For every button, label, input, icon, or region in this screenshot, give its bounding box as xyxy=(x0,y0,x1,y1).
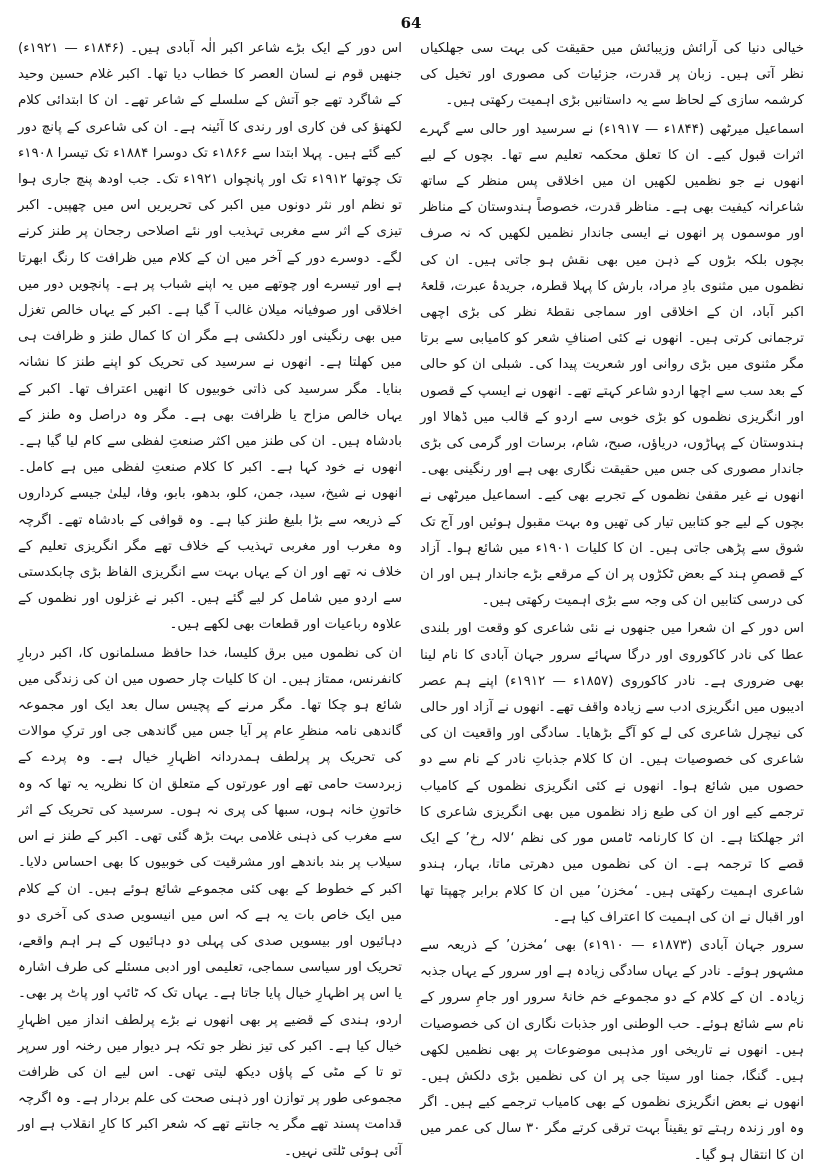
paragraph: اس دور کے ایک بڑے شاعر اکبر الٰہ آبادی ہیں۔ (۱۸۴۶ء — ۱۹۲۱ء) جنھیں قوم نے لسان العصر کا خطاب دیا تھا۔ اکبر غلام حسین وحید کے شاگرد تھے جو آتش کے سلسلے کے شاعر تھے۔ ان کا ابتدائی کلام لکھنؤ کی فن کاری اور رندی کا آئینہ ہے۔ ان کی شاعری کے پانچ دور کیے گئے ہیں۔ پہلا ابتدا سے ۱۸۶۶ء تک دوسرا ۱۸۸۴ء تک تیسرا ۱۹۰۸ء تک چوتھا ۱۹۱۲ء تک اور پانچواں ۱۹۲۱ء تک۔ جب اودھ پنچ جاری ہوا تو نظم اور نثر دونوں میں اکبر کی تحریریں اس میں چھپیں۔ اکبر تیزی کے اثر سے مغربی تہذیب اور نئے اصلاحی رجحان پر طنز کرنے لگے۔ دوسرے دور کے آخر میں ان کے کلام میں ظرافت کا رنگ ابھرتا ہے اور تیسرے اور چوتھے میں یہ اپنے شباب پر ہے۔ پانچویں دور میں اخلاقی اور صوفیانہ میلان غالب آ گیا ہے۔ اکبر کے یہاں خالص تغزل میں بھی رنگینی اور دلکشی ہے مگر ان کا کمال طنز و ظرافت ہی میں کھلتا ہے۔ انھوں نے سرسید کی تحریک کو اپنے طنز کا نشانہ بنایا۔ مگر سرسید کی ذاتی خوبیوں کا انھیں اعتراف تھا۔ اکبر کے یہاں خالص مزاح یا ظرافت بھی ہے۔ مگر وہ دراصل وہ طنز کے بادشاہ ہیں۔ ان کی طنز میں اکثر صنعتِ لفظی سے کام لیا گیا ہے۔ انھوں نے خود کہا ہے۔ اکبر کا کلام صنعتِ لفظی میں ہے کامل۔ انھوں نے شیخ، سید، جمن، کلو، بدھو، بابو، وفا، لیلیٰ جیسے کرداروں کے ذریعہ سے بڑا بلیغ طنز کیا ہے۔ وہ قوافی کے بادشاہ تھے۔ اگرچہ وہ مغرب اور مغربی تہذیب کے خلاف تھے مگر انگریزی تعلیم کے خلاف نہ تھے اور ان کے یہاں بہت سے انگریزی الفاظ بڑی چابکدستی سے اردو میں شامل کر لیے گئے ہیں۔ اکبر نے غزلوں اور نظموں کے علاوہ رباعیات اور قطعات بھی لکھے ہیں۔ xyxy=(18,41,402,633)
left-column xyxy=(18,36,402,1159)
paragraph: اسماعیل میرٹھی (۱۸۴۴ء — ۱۹۱۷ء) نے سرسید اور حالی سے گہرے اثرات قبول کیے۔ ان کا تعلق محکمہ تعلیم سے تھا۔ بچوں کے لیے انھوں نے جو نظمیں لکھیں ان میں اخلاقی پس منظر کے ساتھ شاعرانہ کیفیت بھی ہے۔ مناظر قدرت، خصوصاً ہندوستان کے مناظر اور موسموں پر انھوں نے ایسی جاندار نظمیں لکھیں کہ نہ صرف بچوں بلکہ بڑوں کے ذہن میں بھی نقش ہو جاتی ہیں۔ ان کی نظموں میں مثنوی بادِ مراد، بارش کا پہلا قطرہ، جریدۂ عبرت، قلعۂ اکبر آباد، ان کے اخلاقی اور سماجی نقطۂ نظر کی بڑی اچھی ترجمانی کرتی ہیں۔ انھوں نے کئی اصنافِ شعر کو کامیابی سے برتا مگر مثنوی میں بڑی روانی اور شعریت پیدا کی۔ شبلی ان کو حالی کے بعد سب سے اچھا اردو شاعر کہتے تھے۔ انھوں نے ایسپ کے قصوں اور انگریزی نظموں کو بڑی خوبی سے اردو کے قالب میں ڈھالا اور ہندوستان کے پہاڑوں، دریاؤں، صبح، شام، برسات اور گرمی کی بڑی جاندار مصوری کی جس میں حقیقت نگاری بھی ہے اور رنگینی بھی۔ انھوں نے غیر مقفیٰ نظموں کے تجربے بھی کیے۔ اسماعیل میرٹھی نے بچوں کے لیے جو کتابیں تیار کی تھیں وہ بہت مقبول ہوئیں اور آج تک شوق سے پڑھی جاتی ہیں۔ ان کا کلیات ۱۹۰۱ء میں شائع ہوا۔ آزاد کے قصصِ ہند کے بعض ٹکڑوں پر ان کے مرقعے بڑے جاندار ہیں اور ان کی درسی کتابیں ان کی وجہ سے بڑی اہمیت رکھتی ہیں۔ xyxy=(420,121,804,609)
text-columns xyxy=(18,36,805,1163)
page-number: 64 xyxy=(400,14,422,32)
right-column xyxy=(420,36,805,1163)
paragraph: سرور جہان آبادی (۱۸۷۳ء — ۱۹۱۰ء) بھی ‘مخزن’ کے ذریعہ سے مشہور ہوئے۔ نادر کے یہاں سادگی زیادہ ہے اور سرور کے یہاں جذبہ زیادہ۔ ان کے کلام کے دو مجموعے خم خانۂ سرور اور جامِ سرور کے نام سے شائع ہوئے۔ حب الوطنی اور جذبات نگاری ان کی خصوصیات ہیں۔ انھوں نے تاریخی اور مذہبی موضوعات پر بھی نظمیں لکھی ہیں۔ گنگا، جمنا اور سیتا جی پر ان کی نظمیں بڑی دلکش ہیں۔ انھوں نے بعض انگریزی نظموں کے بھی کامیاب ترجمے کیے ہیں۔ اگر وہ اور زندہ رہتے تو یقیناً بہت ترقی کرتے مگر ۳۰ سال کی عمر میں ان کا انتقال ہو گیا۔ xyxy=(420,937,805,1163)
paragraph: اس دور کے ان شعرا میں جنھوں نے نئی شاعری کو وقعت اور بلندی عطا کی نادر کاکوروی اور درگا سہائے سرور جہان آبادی کا نام لینا بھی ضروری ہے۔ نادر کاکوروی (۱۸۵۷ء — ۱۹۱۲ء) اپنے ہم عصر ادیبوں میں انگریزی ادب سے زیادہ واقف تھے۔ انھوں نے آزاد اور حالی کی نیچرل شاعری کی لے کو آگے بڑھایا۔ سادگی اور واقعیت ان کی شاعری کی خصوصیات ہیں۔ ان کا کلام جذباتِ نادر کے نام سے دو حصوں میں شائع ہوا۔ انھوں نے کئی انگریزی نظموں کے کامیاب ترجمے کیے اور ان کی طبع زاد نظموں میں بھی انگریزی شاعری کا اثر جھلکتا ہے۔ ان کا کارنامہ ٹامس مور کی نظم ‘لالہ رخ’ کے ایک قصے کا ترجمہ ہے۔ ان کی نظموں میں دھرتی ماتا، بہار، ہندو شاعری اہمیت رکھتی ہیں۔ ‘مخزن’ میں ان کا کلام برابر چھپتا تھا اور اقبال نے ان کی اہمیت کا اعتراف کیا ہے۔ xyxy=(420,621,805,925)
paragraph: ان کی نظموں میں برق کلیسا، خدا حافظ مسلمانوں کا، اکبر دربارِ کانفرنس، ممتاز ہیں۔ ان کا کلیات چار حصوں میں ان کی زندگی میں شائع ہو چکا تھا۔ مگر مرنے کے پچیس سال بعد ایک اور مجموعہ گاندھی نامہ منظرِ عام پر آیا جس میں گاندھی جی اور ترکِ موالات کی تحریک پر پرلطف ہمدردانہ اظہارِ خیال ہے۔ وہ پردے کے زبردست حامی تھے اور عورتوں کے متعلق ان کا نظریہ یہ تھا کہ وہ خاتونِ خانہ ہوں، سبھا کی پری نہ ہوں۔ سرسید کی تحریک کے اثر سے مغرب کی ذہنی غلامی بہت بڑھ گئی تھی۔ اکبر کے طنز نے اس سیلاب پر بند باندھے اور مشرقیت کی خوبیوں کا بھی احساس دلایا۔ اکبر کے خطوط کے بھی کئی مجموعے شائع ہوئے ہیں۔ ان کے کلام میں ایک خاص بات یہ ہے کہ اس میں انیسویں صدی کی آخری دو دہائیوں اور بیسویں صدی کی پہلی دو دہائیوں کے ہر اہم واقعے، تحریک اور سیاسی سماجی، تعلیمی اور ادبی مسئلے کی طرف اشارہ یا اس پر اظہارِ خیال پایا جاتا ہے۔ یہاں تک کہ ٹائپ اور پاٹ پر بھی۔ اردو، ہندی کے قضیے پر بھی انھوں نے بڑے پرلطف انداز میں اظہارِ خیال کیا ہے۔ اکبر کی تیز نظر جو تکہ ہر دیوار میں رخنہ اور سرپر تو تا کے مٹی کے پاؤں دیکھ لیتی تھی۔ اس لیے ان کی ظرافت مجموعی طور پر توازن اور ذہنی صحت کی علم بردار ہے۔ وہ اگرچہ قدامت پسند تھے مگر یہ جانتے تھے کہ شعر اکبر کا کارِ انقلاب ہے اور آئی ہوئی ٹلتی نہیں۔ xyxy=(18,645,402,1159)
paragraph: خیالی دنیا کی آرائش وزیبائش میں حقیقت کی بہت سی جھلکیاں نظر آتی ہیں۔ زبان پر قدرت، جزئیات کی مصوری اور تخیل کی کرشمہ سازی کے لحاظ سے یہ داستانیں بڑی اہمیت رکھتی ہیں۔ xyxy=(420,41,804,109)
